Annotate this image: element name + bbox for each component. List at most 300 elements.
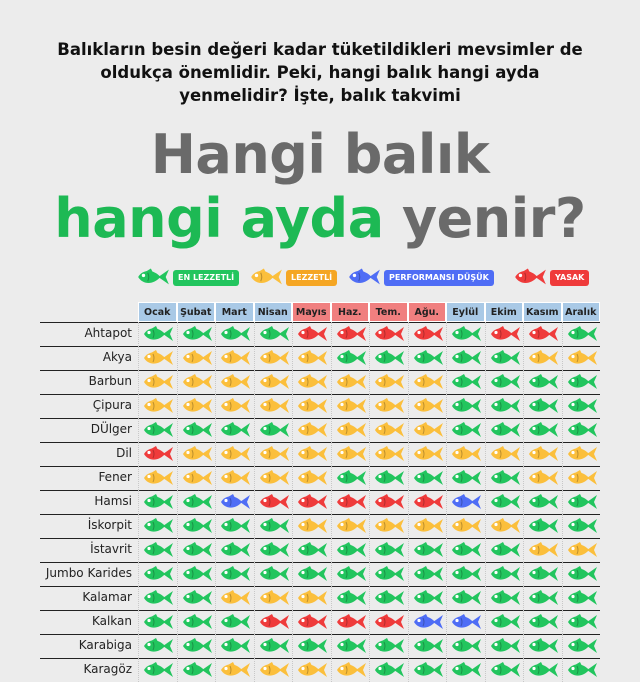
calendar-cell: [331, 490, 369, 514]
month-header: Kasım: [523, 302, 562, 322]
calendar-cell: [177, 322, 215, 346]
fish-icon: [295, 661, 329, 679]
fish-icon: [257, 541, 291, 559]
fish-icon: [257, 325, 291, 343]
calendar-cell: [215, 322, 253, 346]
calendar-cell: [292, 322, 330, 346]
calendar-cell: [369, 442, 407, 466]
calendar-cell: [331, 370, 369, 394]
fish-icon: [449, 661, 483, 679]
calendar-cell: [177, 610, 215, 634]
fish-icon: [334, 349, 368, 367]
calendar-cell: [331, 346, 369, 370]
calendar-cell: [485, 562, 523, 586]
calendar-cell: [292, 514, 330, 538]
calendar-cell: [331, 610, 369, 634]
fish-icon: [526, 565, 560, 583]
fish-icon: [372, 325, 406, 343]
calendar-cell: [446, 490, 484, 514]
calendar-cell: [523, 586, 561, 610]
calendar-cell: [331, 538, 369, 562]
calendar-cell: [485, 322, 523, 346]
fish-icon: [295, 589, 329, 607]
fish-icon: [257, 373, 291, 391]
fish-icon: [218, 397, 252, 415]
fish-icon: [141, 541, 175, 559]
calendar-cell: [177, 418, 215, 442]
fish-icon: [334, 421, 368, 439]
calendar-cell: [254, 538, 292, 562]
fish-icon: [180, 661, 214, 679]
fish-icon: [334, 445, 368, 463]
fish-icon: [565, 469, 599, 487]
fish-icon: [526, 469, 560, 487]
fish-icon: [526, 421, 560, 439]
fish-icon: [295, 325, 329, 343]
fish-icon: [449, 565, 483, 583]
fish-icon: [449, 589, 483, 607]
calendar-cell: [446, 610, 484, 634]
month-header: Haz.: [331, 302, 370, 322]
fish-icon: [449, 325, 483, 343]
fish-icon: [565, 613, 599, 631]
calendar-cell: [138, 418, 176, 442]
fish-icon: [526, 397, 560, 415]
calendar-cell: [523, 514, 561, 538]
fish-icon: [372, 565, 406, 583]
fish-icon: [295, 565, 329, 583]
fish-icon: [449, 445, 483, 463]
fish-icon: [141, 373, 175, 391]
fish-icon: [180, 397, 214, 415]
calendar-cell: [369, 394, 407, 418]
calendar-cell: [446, 346, 484, 370]
calendar-cell: [485, 442, 523, 466]
calendar-cell: [369, 586, 407, 610]
fish-icon: [449, 613, 483, 631]
calendar-cell: [292, 562, 330, 586]
calendar-cell: [254, 322, 292, 346]
fish-icon: [411, 469, 445, 487]
fish-icon: [257, 661, 291, 679]
calendar-cell: [369, 658, 407, 682]
fish-icon: [334, 589, 368, 607]
calendar-cell: [138, 394, 176, 418]
fish-icon: [565, 349, 599, 367]
calendar-cell: [369, 466, 407, 490]
intro-line-3: yenmelidir? İşte, balık takvimi: [179, 86, 461, 105]
fish-icon: [488, 613, 522, 631]
calendar-cell: [138, 466, 176, 490]
calendar-cell: [215, 370, 253, 394]
calendar-cell: [292, 490, 330, 514]
calendar-cell: [254, 394, 292, 418]
fish-icon: [526, 661, 560, 679]
calendar-cell: [215, 658, 253, 682]
fish-icon: [141, 517, 175, 535]
calendar-cell: [292, 346, 330, 370]
calendar-cell: [562, 634, 600, 658]
fish-icon: [257, 349, 291, 367]
fish-icon: [334, 397, 368, 415]
fish-icon: [141, 325, 175, 343]
calendar-cell: [138, 370, 176, 394]
calendar-cell: [331, 658, 369, 682]
calendar-cell: [177, 538, 215, 562]
fish-icon: [180, 613, 214, 631]
calendar-cell: [523, 610, 561, 634]
calendar-cell: [408, 346, 446, 370]
calendar-cell: [562, 418, 600, 442]
fish-icon: [295, 469, 329, 487]
calendar-cell: [138, 490, 176, 514]
fish-icon: [565, 325, 599, 343]
fish-icon: [334, 493, 368, 511]
calendar-cell: [446, 394, 484, 418]
fish-icon: [526, 493, 560, 511]
fish-icon: [411, 445, 445, 463]
calendar-cell: [254, 562, 292, 586]
fish-icon: [218, 661, 252, 679]
calendar-cell: [523, 418, 561, 442]
month-header: Mayıs: [292, 302, 331, 322]
fish-icon: [411, 517, 445, 535]
fish-icon: [526, 445, 560, 463]
calendar-cell: [177, 442, 215, 466]
calendar-cell: [331, 322, 369, 346]
fish-icon: [295, 613, 329, 631]
calendar-cell: [408, 394, 446, 418]
fish-icon: [488, 373, 522, 391]
fish-icon: [257, 565, 291, 583]
calendar-cell: [408, 538, 446, 562]
fish-icon: [180, 469, 214, 487]
calendar-cell: [446, 466, 484, 490]
fish-icon: [257, 445, 291, 463]
calendar-cell: [292, 394, 330, 418]
calendar-cell: [177, 466, 215, 490]
calendar-cell: [215, 442, 253, 466]
fish-icon: [141, 613, 175, 631]
fish-icon: [411, 589, 445, 607]
fish-icon: [334, 373, 368, 391]
calendar-cell: [408, 514, 446, 538]
fish-icon: [346, 267, 382, 287]
calendar-cell: [446, 562, 484, 586]
fish-icon: [488, 325, 522, 343]
fish-name: Jumbo Karides: [45, 566, 132, 580]
fish-icon: [488, 541, 522, 559]
calendar-cell: [408, 370, 446, 394]
fish-icon: [565, 661, 599, 679]
legend-badge: LEZZETLİ: [286, 270, 337, 286]
legend-badge: EN LEZZETLİ: [173, 270, 239, 286]
fish-icon: [565, 421, 599, 439]
fish-icon: [141, 445, 175, 463]
calendar-cell: [562, 346, 600, 370]
calendar-cell: [292, 418, 330, 442]
fish-icon: [411, 325, 445, 343]
fish-icon: [218, 517, 252, 535]
fish-icon: [334, 325, 368, 343]
calendar-cell: [485, 610, 523, 634]
fish-icon: [488, 397, 522, 415]
calendar-cell: [254, 490, 292, 514]
calendar-cell: [523, 658, 561, 682]
calendar-cell: [523, 370, 561, 394]
fish-icon: [141, 565, 175, 583]
fish-icon: [449, 541, 483, 559]
calendar-cell: [485, 586, 523, 610]
fish-icon: [334, 661, 368, 679]
fish-icon: [411, 397, 445, 415]
calendar-cell: [331, 514, 369, 538]
month-header: Eylül: [446, 302, 485, 322]
month-header: Nisan: [254, 302, 293, 322]
month-header: Mart: [215, 302, 254, 322]
fish-icon: [257, 469, 291, 487]
fish-icon: [295, 421, 329, 439]
calendar-cell: [331, 394, 369, 418]
fish-icon: [372, 541, 406, 559]
calendar-cell: [446, 634, 484, 658]
month-header: Ağu.: [408, 302, 447, 322]
fish-icon: [411, 565, 445, 583]
calendar-cell: [408, 658, 446, 682]
calendar-cell: [408, 562, 446, 586]
calendar-cell: [523, 538, 561, 562]
calendar-cell: [446, 442, 484, 466]
fish-icon: [372, 469, 406, 487]
fish-icon: [526, 541, 560, 559]
fish-icon: [526, 613, 560, 631]
calendar-cell: [215, 562, 253, 586]
fish-icon: [180, 565, 214, 583]
fish-icon: [295, 445, 329, 463]
fish-icon: [565, 445, 599, 463]
calendar-cell: [369, 346, 407, 370]
calendar-cell: [369, 370, 407, 394]
fish-icon: [526, 589, 560, 607]
fish-icon: [488, 517, 522, 535]
calendar-cell: [485, 466, 523, 490]
fish-icon: [449, 517, 483, 535]
calendar-cell: [331, 418, 369, 442]
fish-icon: [257, 589, 291, 607]
calendar-cell: [485, 634, 523, 658]
month-header: Şubat: [177, 302, 216, 322]
fish-icon: [257, 517, 291, 535]
calendar-cell: [523, 562, 561, 586]
calendar-cell: [562, 322, 600, 346]
calendar-cell: [485, 370, 523, 394]
calendar-cell: [254, 466, 292, 490]
fish-icon: [488, 565, 522, 583]
calendar-cell: [562, 370, 600, 394]
calendar-cell: [408, 418, 446, 442]
calendar-cell: [408, 634, 446, 658]
fish-icon: [449, 469, 483, 487]
fish-icon: [372, 517, 406, 535]
fish-icon: [411, 349, 445, 367]
calendar-cell: [369, 562, 407, 586]
fish-icon: [372, 589, 406, 607]
fish-icon: [565, 493, 599, 511]
calendar-cell: [215, 394, 253, 418]
fish-icon: [512, 267, 548, 287]
fish-icon: [295, 397, 329, 415]
fish-icon: [372, 373, 406, 391]
fish-name: Kalamar: [82, 590, 132, 604]
fish-icon: [565, 397, 599, 415]
fish-icon: [135, 267, 171, 287]
fish-icon: [411, 613, 445, 631]
month-header: Tem.: [369, 302, 408, 322]
calendar-cell: [215, 610, 253, 634]
calendar-cell: [138, 586, 176, 610]
fish-name: Akya: [102, 350, 132, 364]
fish-icon: [488, 589, 522, 607]
fish-icon: [411, 541, 445, 559]
fish-icon: [218, 469, 252, 487]
calendar-cell: [523, 442, 561, 466]
fish-icon: [218, 349, 252, 367]
calendar-cell: [292, 538, 330, 562]
fish-icon: [180, 493, 214, 511]
legend-badge: PERFORMANSI DÜŞÜK: [384, 270, 494, 286]
fish-icon: [180, 541, 214, 559]
calendar-cell: [446, 322, 484, 346]
calendar-cell: [408, 490, 446, 514]
calendar-cell: [138, 634, 176, 658]
fish-icon: [526, 373, 560, 391]
headline-green-part: hangi ayda: [54, 187, 384, 250]
calendar-cell: [292, 586, 330, 610]
fish-icon: [257, 613, 291, 631]
calendar-cell: [215, 514, 253, 538]
fish-icon: [295, 517, 329, 535]
calendar-cell: [485, 418, 523, 442]
fish-icon: [334, 541, 368, 559]
fish-icon: [141, 349, 175, 367]
calendar-cell: [523, 394, 561, 418]
calendar-cell: [485, 658, 523, 682]
calendar-cell: [446, 658, 484, 682]
fish-name: Hamsi: [94, 494, 132, 508]
calendar-cell: [408, 586, 446, 610]
calendar-cell: [331, 466, 369, 490]
calendar-cell: [523, 634, 561, 658]
calendar-cell: [177, 634, 215, 658]
calendar-cell: [177, 394, 215, 418]
calendar-cell: [138, 322, 176, 346]
calendar-cell: [215, 586, 253, 610]
calendar-cell: [485, 346, 523, 370]
fish-icon: [248, 267, 284, 287]
headline-line-1: Hangi balık: [150, 123, 490, 186]
fish-icon: [411, 421, 445, 439]
fish-icon: [334, 517, 368, 535]
fish-icon: [257, 397, 291, 415]
headline-line-2: [0, 188, 640, 250]
fish-icon: [411, 493, 445, 511]
calendar-cell: [254, 586, 292, 610]
calendar-cell: [215, 418, 253, 442]
fish-icon: [334, 613, 368, 631]
calendar-cell: [369, 418, 407, 442]
fish-icon: [565, 541, 599, 559]
fish-icon: [180, 445, 214, 463]
calendar-cell: [138, 562, 176, 586]
fish-icon: [488, 421, 522, 439]
fish-icon: [218, 565, 252, 583]
fish-name: Ahtapot: [84, 326, 132, 340]
fish-icon: [565, 589, 599, 607]
calendar-cell: [292, 634, 330, 658]
calendar-cell: [177, 562, 215, 586]
calendar-cell: [562, 394, 600, 418]
calendar-cell: [446, 514, 484, 538]
fish-icon: [372, 421, 406, 439]
calendar-cell: [369, 322, 407, 346]
calendar-cell: [292, 442, 330, 466]
fish-name: Fener: [98, 470, 132, 484]
fish-icon: [141, 661, 175, 679]
fish-icon: [295, 373, 329, 391]
intro-text: [30, 38, 610, 107]
fish-icon: [218, 589, 252, 607]
fish-icon: [488, 469, 522, 487]
calendar-cell: [408, 466, 446, 490]
fish-icon: [526, 325, 560, 343]
fish-name: Barbun: [88, 374, 132, 388]
calendar-cell: [138, 658, 176, 682]
fish-icon: [411, 373, 445, 391]
fish-icon: [488, 661, 522, 679]
calendar-cell: [408, 610, 446, 634]
calendar-cell: [254, 442, 292, 466]
calendar-cell: [215, 490, 253, 514]
calendar-cell: [408, 442, 446, 466]
calendar-cell: [562, 490, 600, 514]
calendar-cell: [177, 586, 215, 610]
fish-icon: [526, 517, 560, 535]
calendar-cell: [215, 538, 253, 562]
fish-icon: [141, 493, 175, 511]
calendar-cell: [177, 514, 215, 538]
calendar-cell: [215, 346, 253, 370]
calendar-cell: [138, 346, 176, 370]
fish-name: İskorpit: [87, 518, 132, 532]
calendar-cell: [523, 466, 561, 490]
intro-line-2: oldukça önemlidir. Peki, hangi balık hangi ayda: [100, 63, 540, 82]
calendar-cell: [369, 538, 407, 562]
fish-icon: [180, 325, 214, 343]
calendar-cell: [485, 394, 523, 418]
calendar-cell: [446, 370, 484, 394]
fish-icon: [565, 517, 599, 535]
fish-icon: [334, 565, 368, 583]
fish-icon: [565, 565, 599, 583]
calendar-cell: [523, 346, 561, 370]
fish-icon: [218, 541, 252, 559]
fish-icon: [180, 589, 214, 607]
calendar-cell: [254, 514, 292, 538]
calendar-cell: [446, 586, 484, 610]
calendar-cell: [177, 490, 215, 514]
calendar-cell: [254, 610, 292, 634]
calendar-cell: [215, 466, 253, 490]
